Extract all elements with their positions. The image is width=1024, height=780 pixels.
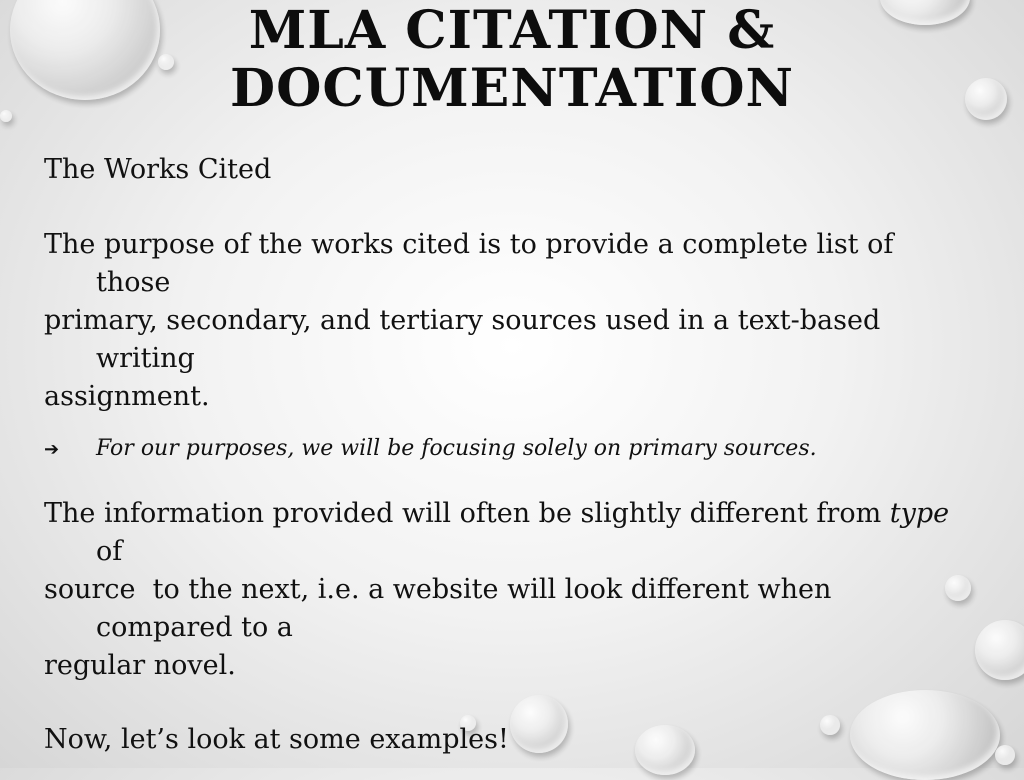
paragraph-line: source to the next, i.e. a website will look different when	[44, 574, 832, 605]
paragraph-line: The purpose of the works cited is to provide a complete list of	[44, 229, 894, 260]
title-line-1: MLA CITATION &	[248, 0, 776, 61]
paragraph-line: regular novel.	[44, 650, 236, 681]
paragraph-text: The information provided will often be slightly different from	[44, 498, 882, 529]
paragraph-line: primary, secondary, and tertiary sources used in a text-based	[44, 305, 881, 336]
bullet-text: For our purposes, we will be focusing solely on primary sources.	[96, 436, 817, 461]
arrow-icon: ➔	[44, 439, 60, 460]
paragraph-line: writing	[96, 343, 195, 374]
paragraph-line: assignment.	[44, 381, 210, 412]
emphasis-type: type	[889, 498, 950, 529]
paragraph-line	[44, 495, 994, 533]
title-line-2: DOCUMENTATION	[229, 58, 795, 119]
paragraph-line: those	[96, 267, 171, 298]
section-heading: The Works Cited	[44, 154, 272, 185]
closing-line: Now, let’s look at some examples!	[44, 724, 509, 755]
purpose-paragraph	[44, 226, 994, 416]
paragraph-line: of	[96, 536, 123, 567]
water-drop	[995, 745, 1015, 765]
slide-body	[44, 150, 994, 759]
slide-title	[0, 2, 1024, 118]
paragraph-line: compared to a	[96, 612, 293, 643]
information-paragraph	[44, 495, 994, 685]
bullet-item	[44, 434, 994, 465]
